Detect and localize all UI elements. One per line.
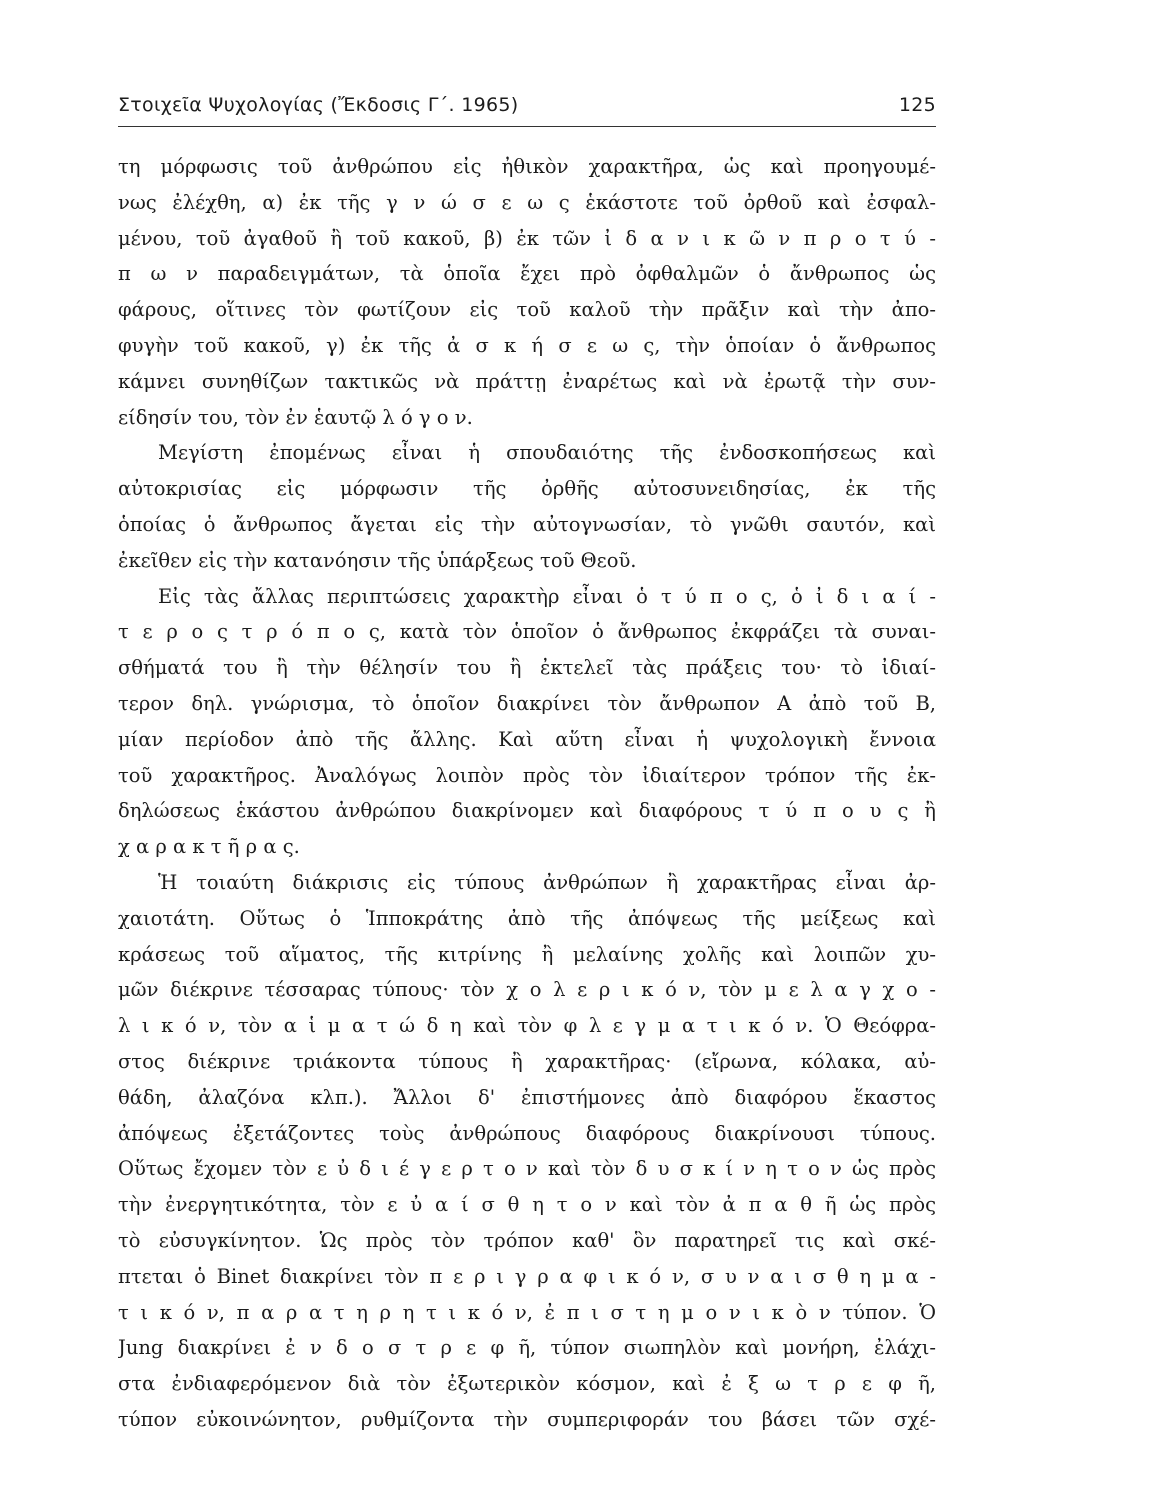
text-line: τ ε ρ ο ς τ ρ ό π ο ς, κατὰ τὸν ὁποῖον ὁ ἄνθρωπος ἐκφράζει τὰ συναι- xyxy=(118,620,936,644)
text-line: είδησίν του, τὸν ἐν ἑαυτῷ λ ό γ ο ν. xyxy=(118,405,473,429)
text-line: χ α ρ α κ τ ῆ ρ α ς. xyxy=(118,835,300,859)
text-line: π ω ν παραδειγμάτων, τὰ ὁποῖα ἔχει πρὸ ὀφθαλμῶν ὁ ἄνθρωπος ὡς xyxy=(118,262,936,286)
text-line: ἀπόψεως ἐξετάζοντες τοὺς ἀνθρώπους διαφόρους διακρίνουσι τύπους. xyxy=(118,1121,936,1145)
text-line: φυγὴν τοῦ κακοῦ, γ) ἐκ τῆς ἀ σ κ ή σ ε ω ς, τὴν ὁποίαν ὁ ἄνθρωπος xyxy=(118,333,936,357)
text-line: ὁποίας ὁ ἄνθρωπος ἄγεται εἰς τὴν αὐτογνωσίαν, τὸ γνῶθι σαυτόν, καὶ xyxy=(118,512,936,536)
running-header xyxy=(118,94,936,127)
text-line: νως ἐλέχθη, α) ἐκ τῆς γ ν ώ σ ε ω ς ἑκάστοτε τοῦ ὀρθοῦ καὶ ἐσφαλ- xyxy=(118,190,936,214)
text-line: τύπον εὐκοινώνητον, ρυθμίζοντα τὴν συμπεριφοράν του βάσει τῶν σχέ- xyxy=(118,1407,936,1431)
text-line: χαιοτάτη. Οὕτως ὁ Ἱπποκράτης ἀπὸ τῆς ἀπόψεως τῆς μείξεως καὶ xyxy=(118,906,936,930)
text-line: τη μόρφωσις τοῦ ἀνθρώπου εἰς ἠθικὸν χαρακτῆρα, ὡς καὶ προηγουμέ- xyxy=(118,155,936,178)
text-line: μίαν περίοδον ἀπὸ τῆς ἄλλης. Καὶ αὕτη εἶναι ἡ ψυχολογικὴ ἔννοια xyxy=(118,727,936,751)
text-line: θάδη, ἀλαζόνα κλπ.). Ἄλλοι δ' ἐπιστήμονες ἀπὸ διαφόρου ἕκαστος xyxy=(118,1085,936,1109)
text-line: τ ι κ ό ν, π α ρ α τ η ρ η τ ι κ ό ν, ἐ π ι σ τ η μ ο ν ι κ ὸ ν τύπον. Ὁ xyxy=(118,1300,936,1324)
text-line: ἐκεῖθεν εἰς τὴν κατανόησιν τῆς ὑπάρξεως τοῦ Θεοῦ. xyxy=(118,548,637,572)
page-number: 125 xyxy=(898,94,936,116)
body-text xyxy=(118,149,936,1438)
text-line: τὸ εὐσυγκίνητον. Ὡς πρὸς τὸν τρόπον καθ' ὃν παρατηρεῖ τις καὶ σκέ- xyxy=(118,1228,936,1252)
text-line: αὐτοκρισίας εἰς μόρφωσιν τῆς ὀρθῆς αὐτοσυνειδησίας, ἐκ τῆς xyxy=(118,477,936,501)
text-line: Μεγίστη ἐπομένως εἶναι ἡ σπουδαιότης τῆς ἐνδοσκοπήσεως καὶ xyxy=(158,441,936,465)
header-title: Στοιχεῖα Ψυχολογίας (Ἔκδοσις Γ΄. 1965) xyxy=(118,94,519,116)
text-line: λ ι κ ό ν, τὸν α ἱ μ α τ ώ δ η καὶ τὸν φ λ ε γ μ α τ ι κ ό ν. Ὁ Θεόφρα- xyxy=(118,1014,936,1038)
text-line: Jung διακρίνει ἐ ν δ ο σ τ ρ ε φ ῆ, τύπον σιωπηλὸν καὶ μονήρη, ἐλάχι- xyxy=(118,1336,936,1360)
text-line: κράσεως τοῦ αἵματος, τῆς κιτρίνης ἢ μελαίνης χολῆς καὶ λοιπῶν χυ- xyxy=(118,942,936,966)
text-line: μένου, τοῦ ἀγαθοῦ ἢ τοῦ κακοῦ, β) ἐκ τῶν ἰ δ α ν ι κ ῶ ν π ρ ο τ ύ - xyxy=(118,226,936,250)
text-line: τὴν ἐνεργητικότητα, τὸν ε ὐ α ί σ θ η τ ο ν καὶ τὸν ἀ π α θ ῆ ὡς πρὸς xyxy=(118,1193,936,1217)
text-line: σθήματά του ἢ τὴν θέλησίν του ἢ ἐκτελεῖ τὰς πράξεις του· τὸ ἰδιαί- xyxy=(118,656,936,680)
text-line: δηλώσεως ἑκάστου ἀνθρώπου διακρίνομεν καὶ διαφόρους τ ύ π ο υ ς ἢ xyxy=(118,799,936,823)
text-line: στα ἐνδιαφερόμενον διὰ τὸν ἐξωτερικὸν κόσμον, καὶ ἐ ξ ω τ ρ ε φ ῆ, xyxy=(118,1372,936,1396)
text-line: πτεται ὁ Binet διακρίνει τὸν π ε ρ ι γ ρ α φ ι κ ό ν, σ υ ν α ι σ θ η μ α - xyxy=(118,1264,936,1288)
text-line: Ἡ τοιαύτη διάκρισις εἰς τύπους ἀνθρώπων ἢ χαρακτῆρας εἶναι ἀρ- xyxy=(158,870,936,894)
text-line: Οὕτως ἔχομεν τὸν ε ὐ δ ι έ γ ε ρ τ ο ν καὶ τὸν δ υ σ κ ί ν η τ ο ν ὡς πρὸς xyxy=(118,1157,936,1181)
text-line: τοῦ χαρακτῆρος. Ἀναλόγως λοιπὸν πρὸς τὸν ἰδιαίτερον τρόπον τῆς ἐκ- xyxy=(118,763,936,787)
text-line: φάρους, οἵτινες τὸν φωτίζουν εἰς τοῦ καλοῦ τὴν πρᾶξιν καὶ τὴν ἀπο- xyxy=(118,298,936,322)
text-line: Εἰς τὰς ἄλλας περιπτώσεις χαρακτὴρ εἶναι ὁ τ ύ π ο ς, ὁ ἰ δ ι α ί - xyxy=(158,584,936,608)
text-line: στος διέκρινε τριάκοντα τύπους ἢ χαρακτῆρας· (εἴρωνα, κόλακα, αὐ- xyxy=(118,1049,936,1073)
text-line: μῶν διέκρινε τέσσαρας τύπους· τὸν χ ο λ ε ρ ι κ ό ν, τὸν μ ε λ α γ χ ο - xyxy=(118,978,936,1002)
text-line: τερον δηλ. γνώρισμα, τὸ ὁποῖον διακρίνει τὸν ἄνθρωπον Α ἀπὸ τοῦ Β, xyxy=(118,691,936,715)
text-line: κάμνει συνηθίζων τακτικῶς νὰ πράττῃ ἐναρέτως καὶ νὰ ἐρωτᾷ τὴν συν- xyxy=(118,369,936,393)
